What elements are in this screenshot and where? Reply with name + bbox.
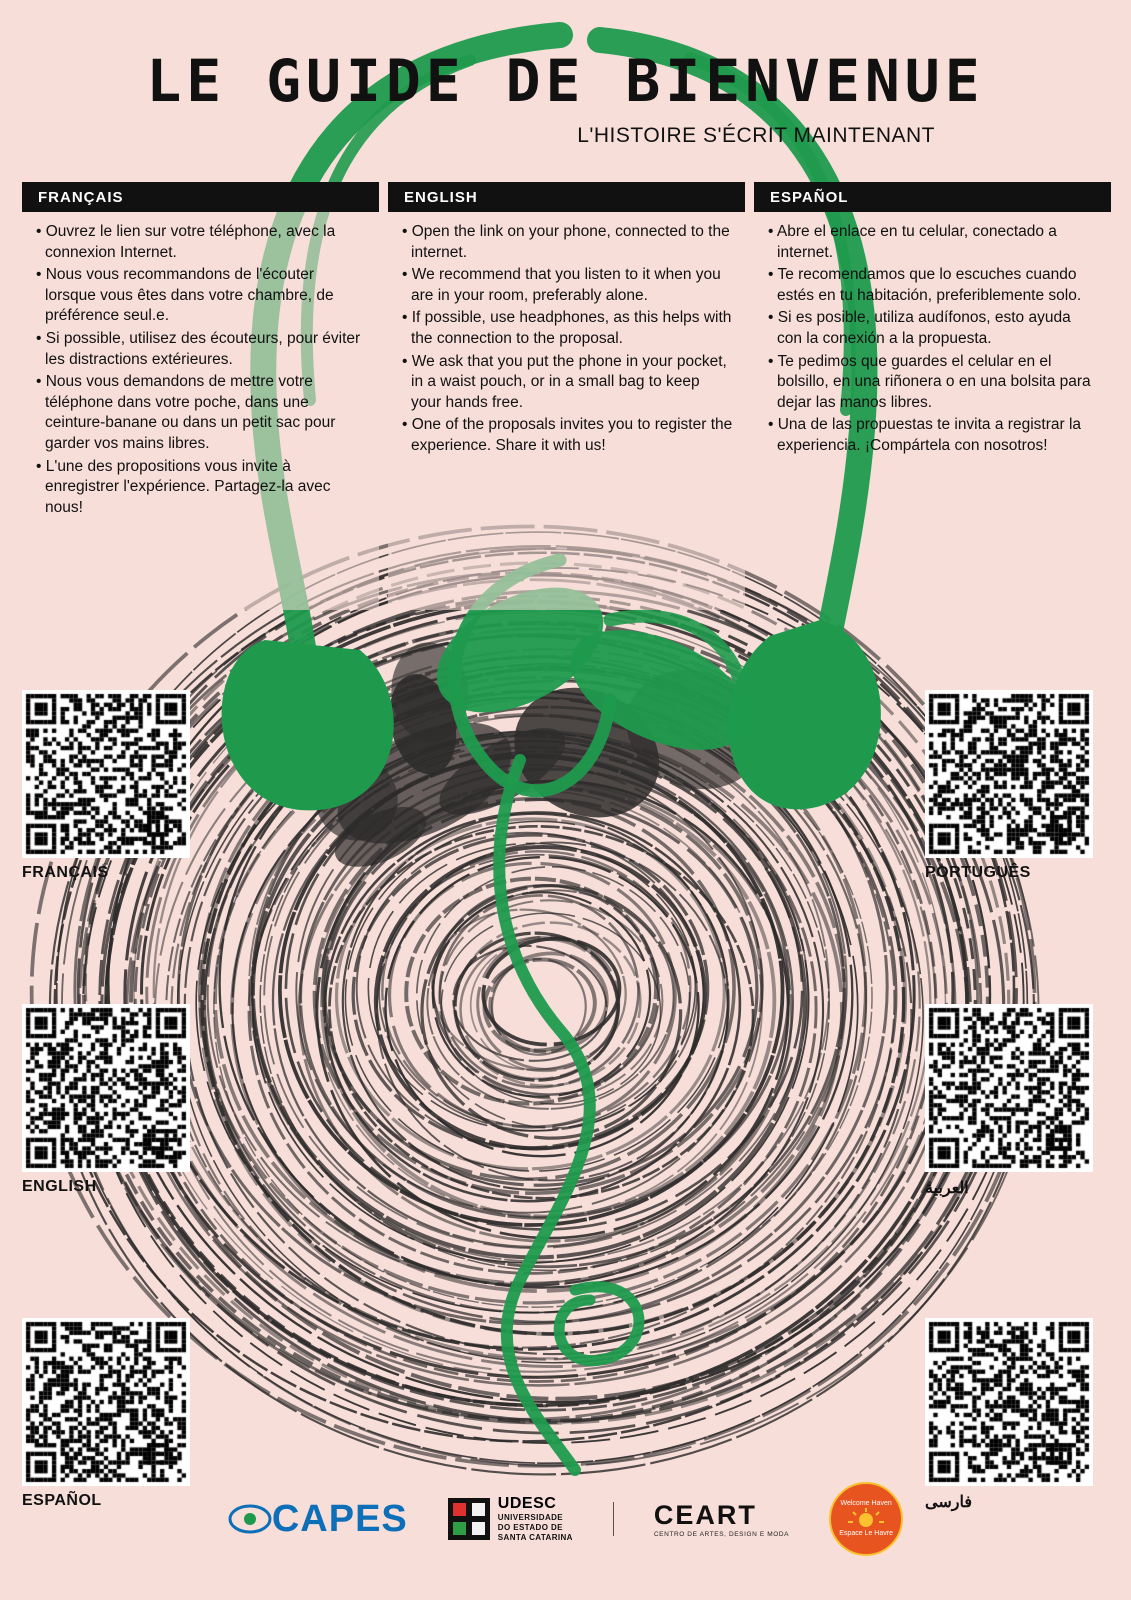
list-item: • Una de las propuestas te invita a registrar la experiencia. ¡Compártela con nosotros!	[768, 416, 1082, 455]
list-item: • We recommend that you listen to it when you are in your room, preferably alone.	[402, 266, 721, 304]
logo-udesc	[448, 1495, 573, 1543]
qr-label-francais: FRANÇAIS	[22, 864, 109, 881]
instruction-column-english	[388, 182, 745, 610]
qr-code-francais[interactable]	[22, 690, 190, 882]
qr-image-portugues[interactable]	[925, 690, 1093, 858]
footer-logos	[0, 1482, 1131, 1556]
instruction-column-espanol	[754, 182, 1111, 473]
column-heading-english: ENGLISH	[388, 182, 745, 212]
udesc-label: UDESC	[497, 1495, 557, 1512]
qr-label-espanol: ESPAÑOL	[22, 1492, 102, 1509]
qr-code-portugues[interactable]	[925, 690, 1093, 882]
column-body-espanol	[754, 212, 1111, 473]
udesc-line2: DO ESTADO DE	[497, 1523, 563, 1532]
list-item: • If possible, use headphones, as this helps with the connection to the proposal.	[402, 309, 732, 348]
welcome-haven-line2: Espace Le Havre	[839, 1530, 893, 1537]
list-item: • Nous vous demandons de mettre votre téléphone dans votre poche, dans une ceinture-banane ou dans un petit sac pour garder vos mains libres.	[36, 373, 336, 453]
list-item: • One of the proposals invites you to register the experience. Share it with us!	[402, 416, 733, 455]
qr-label-arabic: العربية	[925, 1180, 969, 1197]
list-item: • Si possible, utilisez des écouteurs, pour éviter les distractions extérieures.	[36, 330, 361, 368]
qr-code-english[interactable]	[22, 1004, 190, 1196]
list-item: • L'une des propositions vous invite à enregistrer l'expérience. Partagez-la avec nous!	[36, 457, 331, 516]
qr-label-farsi: فارسی	[925, 1494, 972, 1511]
column-body-francais	[22, 212, 379, 610]
qr-image-arabic[interactable]	[925, 1004, 1093, 1172]
poster-header	[0, 0, 1131, 148]
logo-ceart	[654, 1500, 789, 1538]
logo-capes	[228, 1497, 408, 1541]
qr-label-english: ENGLISH	[22, 1178, 97, 1195]
welcome-haven-icon	[829, 1482, 903, 1556]
welcome-haven-line1: Welcome Haven	[840, 1499, 892, 1507]
qr-image-espanol[interactable]	[22, 1318, 190, 1486]
list-item: • Si es posible, utiliza audífonos, esto ayuda con la conexión a la propuesta.	[768, 309, 1071, 348]
list-item: • Te recomendamos que lo escuches cuando estés en tu habitación, preferiblemente solo.	[768, 266, 1082, 304]
column-heading-francais: FRANÇAIS	[22, 182, 379, 212]
list-item: • We ask that you put the phone in your pocket, in a waist pouch, or in a small bag to keep your hands free.	[402, 352, 727, 411]
instruction-columns	[22, 182, 1112, 610]
udesc-icon	[448, 1498, 490, 1540]
instruction-column-francais	[22, 182, 379, 610]
capes-label: CAPES	[271, 1497, 408, 1540]
list-item: • Te pedimos que guardes el celular en el bolsillo, en una riñonera o en una bolsita para dejar las manos libres.	[768, 352, 1091, 411]
footer-divider	[613, 1502, 614, 1536]
logo-welcome-haven	[829, 1482, 903, 1556]
capes-icon	[228, 1497, 272, 1541]
list-item: • Open the link on your phone, connected to the internet.	[402, 223, 730, 261]
sun-icon	[846, 1508, 886, 1530]
qr-image-farsi[interactable]	[925, 1318, 1093, 1486]
list-item: • Nous vous recommandons de l'écouter lorsque vous êtes dans votre chambre, de préférence seul.e.	[36, 266, 334, 325]
list-item: • Abre el enlace en tu celular, conectado a internet.	[768, 223, 1057, 261]
qr-image-english[interactable]	[22, 1004, 190, 1172]
column-heading-espanol: ESPAÑOL	[754, 182, 1111, 212]
udesc-line1: UNIVERSIDADE	[497, 1513, 564, 1522]
ceart-sublabel: CENTRO DE ARTES, DESIGN E MODA	[653, 1531, 790, 1538]
page-title: LE GUIDE DE BIENVENUE	[146, 47, 985, 115]
qr-code-arabic[interactable]	[925, 1004, 1093, 1198]
list-item: • Ouvrez le lien sur votre téléphone, avec la connexion Internet.	[36, 223, 336, 261]
column-body-english	[388, 212, 745, 610]
udesc-line3: SANTA CATARINA	[497, 1533, 573, 1542]
qr-image-francais[interactable]	[22, 690, 190, 858]
qr-label-portugues: PORTUGUÊS	[925, 864, 1031, 881]
page-subtitle: L'HISTOIRE S'ÉCRIT MAINTENANT	[577, 124, 935, 147]
ceart-label: CEART	[653, 1500, 757, 1530]
